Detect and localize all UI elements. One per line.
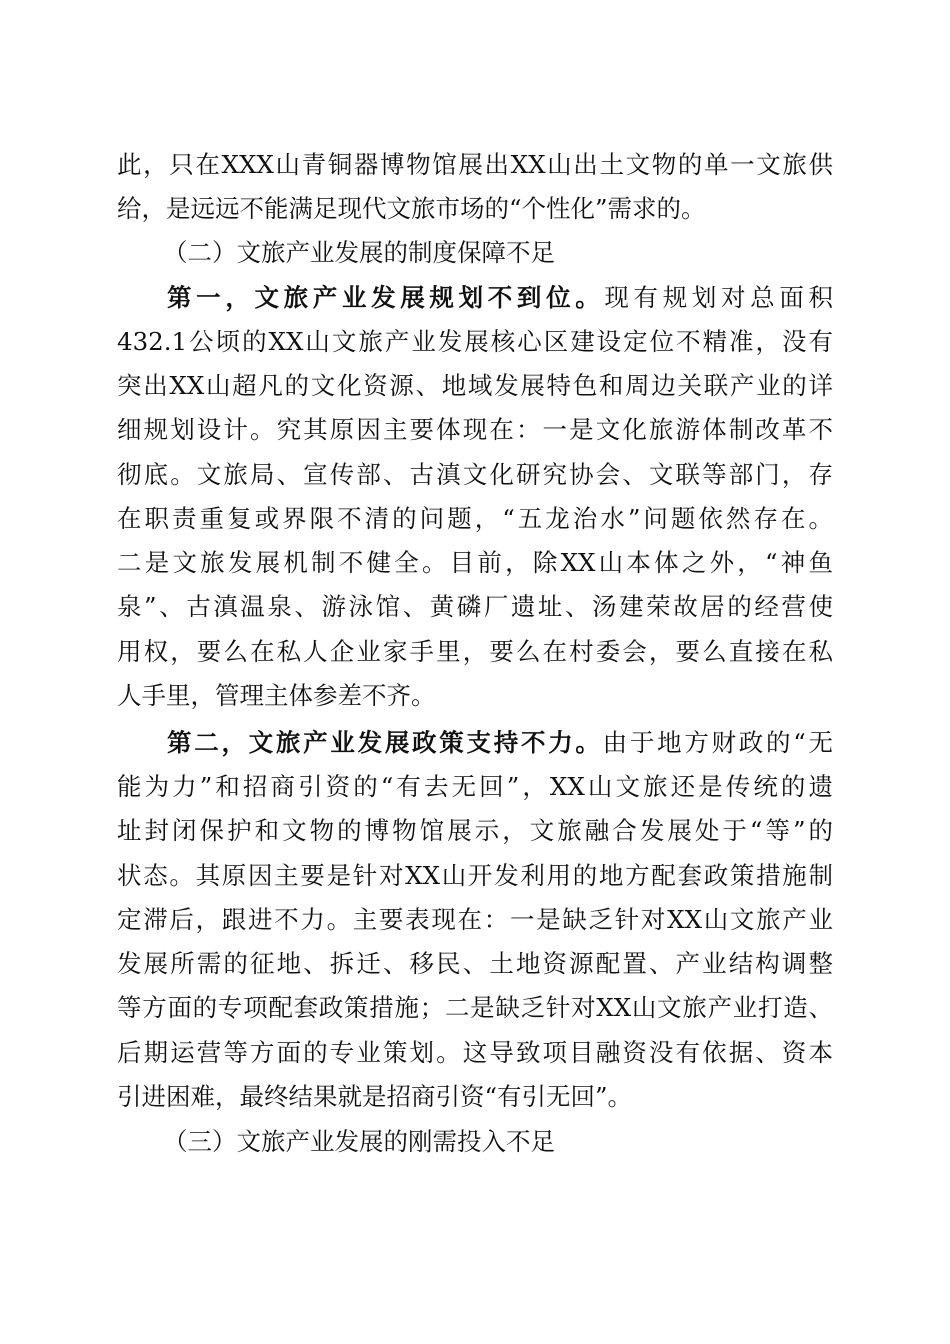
para3-line-6: 发展所需的征地、拆迁、移民、土地资源配置、产业结构调整 (117, 949, 833, 978)
para3-line-7: 等方面的专项配套政策措施；二是缺乏针对XX山文旅产业打造、 (117, 993, 833, 1022)
para3-line-1-rest: 由于地方财政的“无 (602, 728, 834, 757)
para3-line-3: 址封闭保护和文物的博物馆展示，文旅融合发展处于“等”的 (117, 816, 833, 845)
section-heading-3: （三）文旅产业发展的刚需投入不足 (163, 1127, 555, 1156)
para2-line-8: 泉”、古滇温泉、游泳馆、黄磷厂遗址、汤建荣故居的经营使 (117, 592, 833, 621)
section-heading-2: （二）文旅产业发展的制度保障不足 (163, 238, 555, 267)
para2-line-1 (167, 278, 833, 318)
para3-line-4: 状态。其原因主要是针对XX山开发利用的地方配套政策措施制 (117, 861, 833, 890)
para2-line-10: 人手里，管理主体参差不齐。 (117, 681, 436, 710)
para3-line-2: 能为力”和招商引资的“有去无回”，XX山文旅还是传统的遗 (117, 772, 833, 801)
para2-line-4: 细规划设计。究其原因主要体现在：一是文化旅游体制改革不 (117, 415, 833, 444)
para3-line-8: 后期运营等方面的专业策划。这导致项目融资没有依据、资本 (117, 1038, 833, 1067)
para2-line-9: 用权，要么在私人企业家手里，要么在村委会，要么直接在私 (117, 637, 833, 666)
para3-line-1 (167, 723, 833, 763)
para1-line-1: 此，只在XXX山青铜器博物馆展出XX山出土文物的单一文旅供 (117, 150, 833, 179)
para2-line-2: 432.1公顷的XX山文旅产业发展核心区建设定位不精准，没有 (117, 327, 833, 356)
para2-line-3: 突出XX山超凡的文化资源、地域发展特色和周边关联产业的详 (117, 371, 833, 400)
para3-lead-sentence: 第二，文旅产业发展政策支持不力。 (167, 728, 603, 757)
para1-line-2: 给，是远远不能满足现代文旅市场的“个性化”需求的。 (117, 194, 706, 223)
para3-line-5: 定滞后，跟进不力。主要表现在：一是缺乏针对XX山文旅产业 (117, 905, 833, 934)
para2-lead-sentence: 第一，文旅产业发展规划不到位。 (167, 283, 605, 312)
para2-line-6: 在职责重复或界限不清的问题，“五龙治水”问题依然存在。 (117, 504, 833, 533)
para2-line-7: 二是文旅发展机制不健全。目前，除XX山本体之外，“神鱼 (117, 548, 833, 577)
para3-line-9: 引进困难，最终结果就是招商引资“有引无回”。 (117, 1082, 633, 1111)
para2-line-5: 彻底。文旅局、宣传部、古滇文化研究协会、文联等部门，存 (117, 460, 833, 489)
para2-line-1-rest: 现有规划对总面积 (604, 283, 834, 312)
